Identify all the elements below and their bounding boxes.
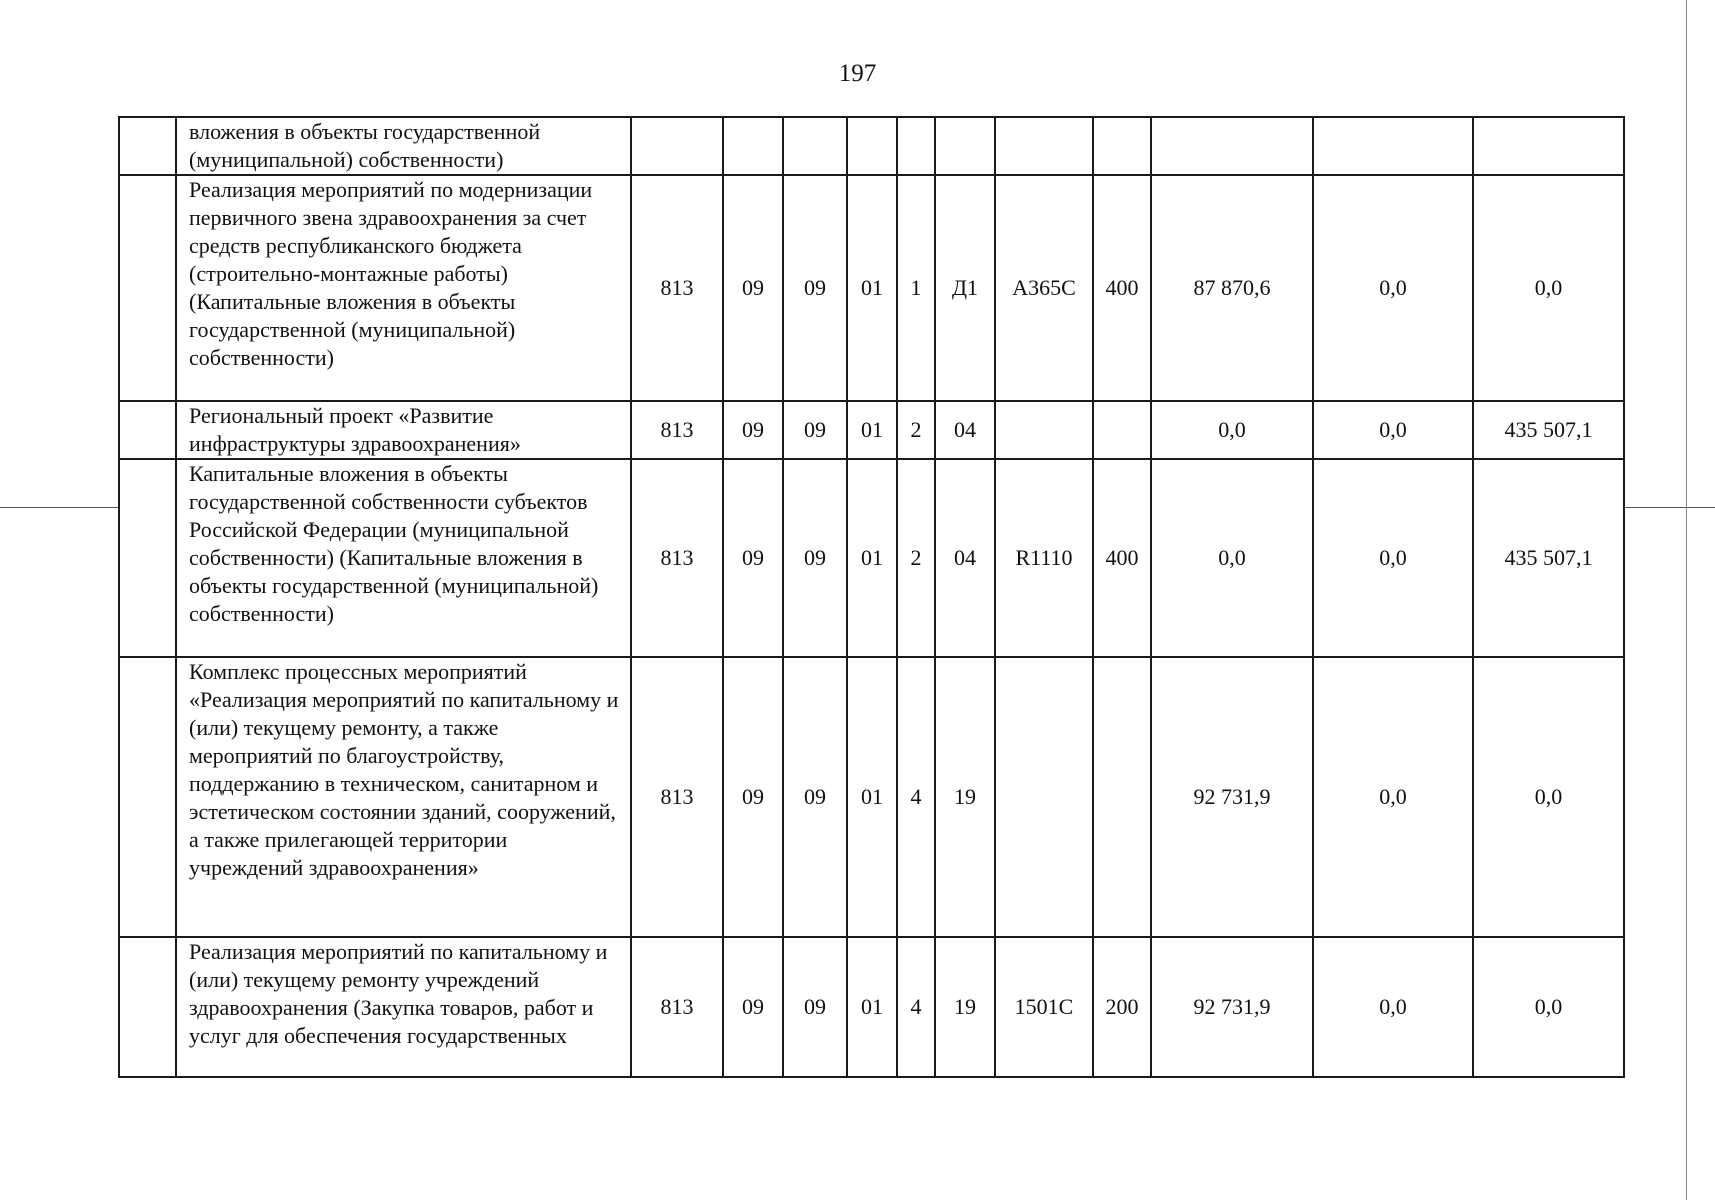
code-section-cell: 09 xyxy=(723,937,783,1077)
code-project-cell: 04 xyxy=(935,459,995,657)
code-section-cell: 09 xyxy=(723,175,783,401)
code-expense-type-cell: 200 xyxy=(1093,937,1151,1077)
code-direction-cell xyxy=(995,401,1093,459)
code-type-cell: 2 xyxy=(897,401,935,459)
scan-fold-line-right xyxy=(1623,507,1715,508)
amount-year-2-cell: 0,0 xyxy=(1313,459,1473,657)
code-expense-type-cell xyxy=(1093,401,1151,459)
scan-fold-line-left xyxy=(0,507,118,508)
code-ministry-cell: 813 xyxy=(631,459,723,657)
amount-year-1-cell: 0,0 xyxy=(1151,401,1313,459)
description-cell: Реализация мероприятий по модернизации первичного звена здравоохранения за счет средств республиканского бюджета (строительно-монтажные работы) (Капитальные вложения в объекты государственной (муниципальной) собственности) xyxy=(176,175,631,401)
row-number-cell xyxy=(119,117,176,175)
amount-year-3-cell: 0,0 xyxy=(1473,657,1624,937)
code-section-cell xyxy=(723,117,783,175)
description-cell: Реализация мероприятий по капитальному и (или) текущему ремонту учреждений здравоохранения (Закупка товаров, работ и услуг для обеспечения государственных xyxy=(176,937,631,1077)
code-section-cell: 09 xyxy=(723,459,783,657)
code-expense-type-cell xyxy=(1093,117,1151,175)
code-ministry-cell: 813 xyxy=(631,657,723,937)
code-expense-type-cell: 400 xyxy=(1093,175,1151,401)
code-project-cell xyxy=(935,117,995,175)
code-project-cell: 19 xyxy=(935,657,995,937)
code-subsection-cell xyxy=(783,117,847,175)
row-number-cell xyxy=(119,175,176,401)
amount-year-1-cell: 92 731,9 xyxy=(1151,657,1313,937)
amount-year-2-cell: 0,0 xyxy=(1313,937,1473,1077)
amount-year-1-cell: 0,0 xyxy=(1151,459,1313,657)
code-program-cell: 01 xyxy=(847,937,897,1077)
page-number: 197 xyxy=(838,60,877,87)
code-direction-cell: R1110 xyxy=(995,459,1093,657)
amount-year-1-cell: 87 870,6 xyxy=(1151,175,1313,401)
code-type-cell xyxy=(897,117,935,175)
table-row xyxy=(119,175,1624,401)
code-project-cell: Д1 xyxy=(935,175,995,401)
code-program-cell xyxy=(847,117,897,175)
row-number-cell xyxy=(119,459,176,657)
code-direction-cell xyxy=(995,117,1093,175)
scan-edge-line xyxy=(1686,0,1687,1200)
code-ministry-cell xyxy=(631,117,723,175)
amount-year-3-cell: 0,0 xyxy=(1473,175,1624,401)
code-direction-cell xyxy=(995,657,1093,937)
row-number-cell xyxy=(119,937,176,1077)
amount-year-3-cell xyxy=(1473,117,1624,175)
code-program-cell: 01 xyxy=(847,657,897,937)
amount-year-3-cell: 435 507,1 xyxy=(1473,459,1624,657)
code-subsection-cell: 09 xyxy=(783,401,847,459)
code-type-cell: 4 xyxy=(897,937,935,1077)
table-row xyxy=(119,657,1624,937)
amount-year-2-cell: 0,0 xyxy=(1313,657,1473,937)
code-subsection-cell: 09 xyxy=(783,175,847,401)
code-subsection-cell: 09 xyxy=(783,459,847,657)
code-ministry-cell: 813 xyxy=(631,175,723,401)
description-cell: вложения в объекты государственной (муниципальной) собственности) xyxy=(176,117,631,175)
amount-year-3-cell: 0,0 xyxy=(1473,937,1624,1077)
code-program-cell: 01 xyxy=(847,401,897,459)
amount-year-3-cell: 435 507,1 xyxy=(1473,401,1624,459)
amount-year-2-cell: 0,0 xyxy=(1313,175,1473,401)
code-type-cell: 1 xyxy=(897,175,935,401)
amount-year-1-cell xyxy=(1151,117,1313,175)
code-subsection-cell: 09 xyxy=(783,657,847,937)
table-row xyxy=(119,401,1624,459)
table-body xyxy=(119,117,1624,1077)
code-direction-cell: А365С xyxy=(995,175,1093,401)
description-cell: Комплекс процессных мероприятий «Реализация мероприятий по капитальному и (или) текущему ремонту, а также мероприятий по благоустройству, поддержанию в техническом, санитарном и эстетическом состоянии зданий, сооружений, а также прилегающей территории учреждений здравоохранения» xyxy=(176,657,631,937)
table-row xyxy=(119,117,1624,175)
table-row xyxy=(119,459,1624,657)
code-type-cell: 2 xyxy=(897,459,935,657)
row-number-cell xyxy=(119,657,176,937)
code-project-cell: 04 xyxy=(935,401,995,459)
code-section-cell: 09 xyxy=(723,401,783,459)
code-section-cell: 09 xyxy=(723,657,783,937)
description-cell: Региональный проект «Развитие инфраструктуры здравоохранения» xyxy=(176,401,631,459)
code-expense-type-cell: 400 xyxy=(1093,459,1151,657)
code-ministry-cell: 813 xyxy=(631,937,723,1077)
code-type-cell: 4 xyxy=(897,657,935,937)
amount-year-2-cell xyxy=(1313,117,1473,175)
code-program-cell: 01 xyxy=(847,459,897,657)
row-number-cell xyxy=(119,401,176,459)
budget-table xyxy=(118,116,1625,1078)
description-cell: Капитальные вложения в объекты государственной собственности субъектов Российской Федерации (муниципальной собственности) (Капитальные вложения в объекты государственной (муниципальной) собственности) xyxy=(176,459,631,657)
amount-year-1-cell: 92 731,9 xyxy=(1151,937,1313,1077)
code-program-cell: 01 xyxy=(847,175,897,401)
table-row xyxy=(119,937,1624,1077)
code-direction-cell: 1501С xyxy=(995,937,1093,1077)
code-project-cell: 19 xyxy=(935,937,995,1077)
amount-year-2-cell: 0,0 xyxy=(1313,401,1473,459)
code-ministry-cell: 813 xyxy=(631,401,723,459)
code-expense-type-cell xyxy=(1093,657,1151,937)
code-subsection-cell: 09 xyxy=(783,937,847,1077)
